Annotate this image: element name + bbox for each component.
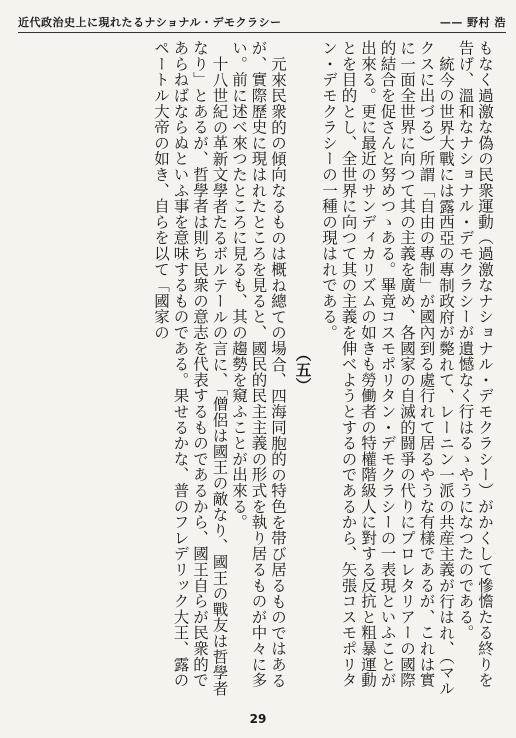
- paragraph: 元來民衆的の傾向なるものは概ね總ての場合、四海同胞的の特色を帯び居るものではあるが、實際歷史に現はれたところを見ると、國民的民主主義の形式を執り居るものが中々に多い。前に述べ來つたところに見るも、其の趨勢を窺ふことが出來る。: [230, 40, 287, 688]
- running-header: [18, 10, 506, 33]
- paragraph: 統今の世界大戰には露西亞の專制政府が斃れて、レーニン一派の共産主義が行はれ、（マルクスに出づる）所謂「自由の專制」が國內到る處行れて居るやうな有樣であるが、これは實に一面全世界に向つて其の主義を廣め、各國家の自滅的闘爭の代りにプロレタリアーの國際的結合を促さんと努めつゝある。畢竟コスモポリタン・デモクラシーの一表現といふことが出來る。更に最近のサンディカリズムの如きも勞働者の特權階級人に對する反抗と粗暴運動とを目的とし、全世界に向つて其の主義を伸べようとするのであるから、矢張コスモポリタン・デモクラシーの一種の現はれである。: [320, 40, 455, 696]
- paragraph: 十八世紀の革新文學者たるボルテールの言に、「僧侶は國王の敵なり、國王の戰友は哲學者なり」とあるが、哲學者は則ち民衆の意志を代表するものであるから、國王自らが民衆的であらねばならぬといふ事を意味するものである。果せるかな、普のフレデリック大王、露のペートル大帝の如き、自らを以て「國家の: [152, 40, 229, 696]
- running-header-author: —— 野村 浩: [439, 16, 506, 29]
- running-header-title: 近代政治史上に現れたるナショナル・デモクラシー: [18, 16, 282, 29]
- page-number: 29: [249, 712, 267, 726]
- section-number: （五）: [293, 346, 313, 394]
- paragraph: もなく過激な偽の民衆運動（過激なナショナル・デモクラシー）がかくして慘憺たる終りを告げ、溫和なナショナル・デモクラシーが遺憾なく行はるゝやうになつたのである。: [456, 40, 494, 688]
- vertical-text-body: [22, 40, 494, 700]
